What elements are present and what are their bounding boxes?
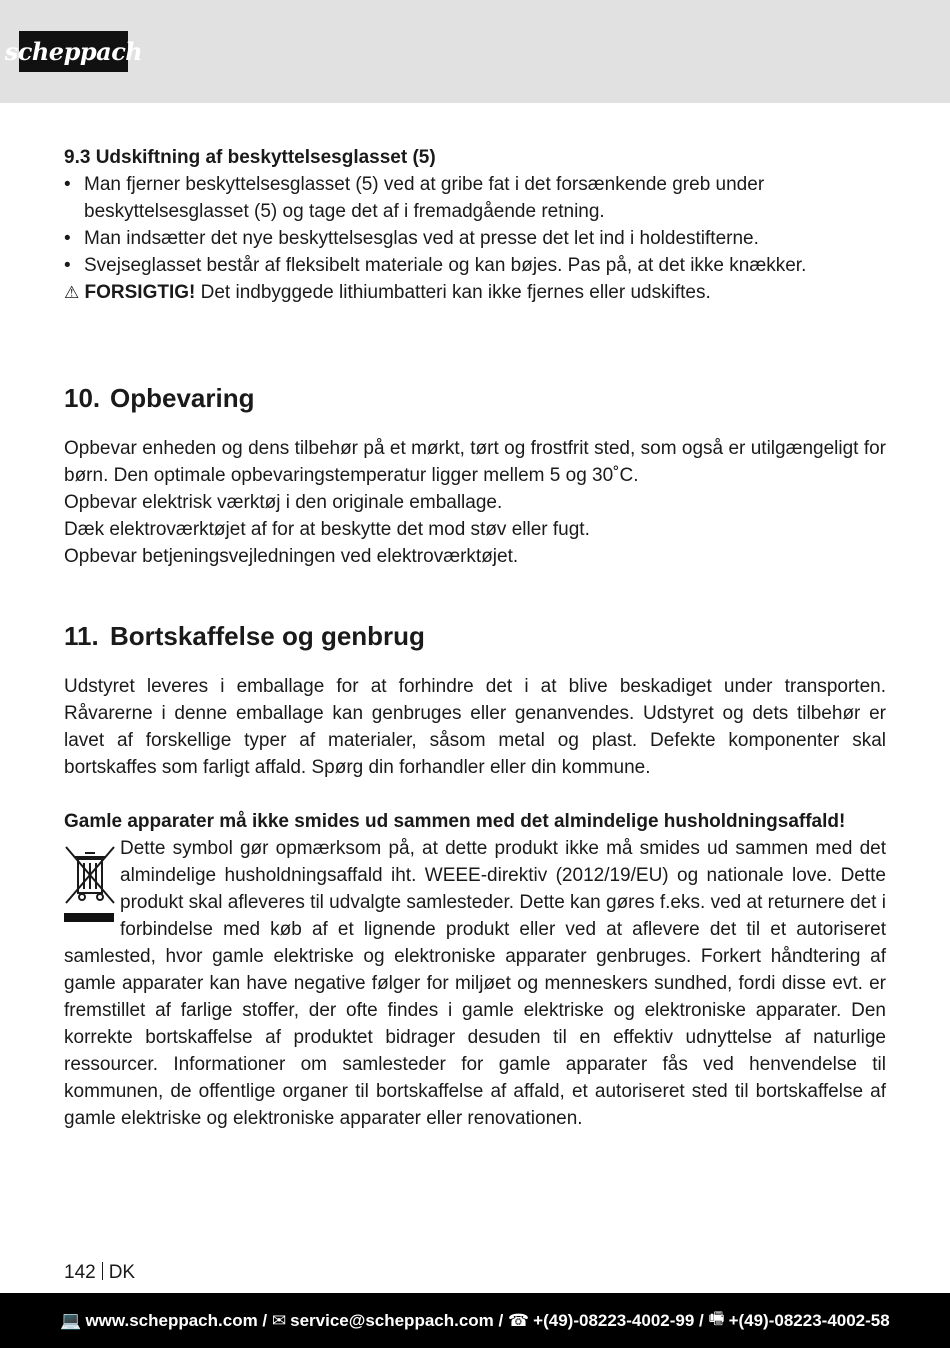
section-10-heading	[64, 382, 886, 414]
section-11-number: 11.	[64, 621, 99, 651]
weee-block	[64, 835, 886, 1132]
list-item	[64, 171, 886, 225]
footer-phone: +(49)-08223-4002-99	[533, 1310, 695, 1330]
page-language: DK	[108, 1262, 136, 1283]
warning-triangle-icon: ⚠	[64, 283, 80, 302]
section-9-3-title: 9.3 Udskiftning af beskyttelsesglasset (5)	[64, 147, 436, 168]
list-item	[64, 225, 886, 252]
bullet-icon: •	[64, 255, 71, 276]
weee-text: Dette symbol gør opmærksom på, at dette produkt ikke må smides ud sammen med det almindelige husholdningsaffald iht. WEEE-direktiv (2012/19/EU) og nationale love. Dette produkt skal afleveres til udvalgte samlesteder. Dette kan gøres f.eks. ved at returnere det i forbindelse med køb af et lignende produkt eller ved at aflevere det til et autoriseret samlested, hvor gamle elektriske og elektroniske apparater genbruges. Forkert håndtering af gamle apparater kan have negative følger for miljøet og menneskers sundhed, fordi disse evt. er fremstillet af farlige stoffer, der ofte findes i gamle elektriske og elektroniske apparater. Den korrekte bortskaffelse af produktet bidrager desuden til en effektiv udnyttelse af naturlige ressourcer. Informationer om samlesteder for gamle apparater fås ved henvendelse til kommunen, de offentlige organer til bortskaffelse af affald, et autoriseret sted til bortskaffelse af gamle elektriske og elektroniske apparater eller renovationen.	[64, 838, 886, 1129]
list-item-text: Man indsætter det nye beskyttelsesglas ved at presse det let ind i holdestifterne.	[84, 228, 759, 249]
footer-separator: /	[694, 1310, 709, 1330]
phone-icon: ☎	[507, 1310, 530, 1330]
footer-email[interactable]: service@scheppach.com	[290, 1310, 494, 1330]
section-11-heading	[64, 620, 886, 652]
list-item-text: Man fjerner beskyttelsesglasset (5) ved at gribe fat i det forsænkende greb under beskyttelsesglasset (5) og tage det af i fremadgående retning.	[84, 174, 765, 222]
footer-separator: /	[257, 1310, 272, 1330]
page-number-separator	[102, 1262, 103, 1280]
page-number	[64, 1261, 135, 1285]
section-9-3-bullets	[64, 171, 886, 279]
footer-website[interactable]: www.scheppach.com	[85, 1310, 258, 1330]
section-10-paragraph: Opbevar enheden og dens tilbehør på et mørkt, tørt og frostfrit sted, som også er utilgængeligt for børn. Den optimale opbevaringstemperatur ligger mellem 5 og 30˚C.	[64, 438, 886, 486]
scheppach-logo: scheppach	[19, 31, 128, 72]
footer-separator: /	[493, 1310, 508, 1330]
section-11-title: Bortskaffelse og genbrug	[110, 621, 425, 651]
list-item-text: Svejseglasset består af fleksibelt materiale og kan bøjes. Pas på, at det ikke knækker.	[84, 255, 807, 276]
old-appliances-warning: Gamle apparater må ikke smides ud sammen med det almindelige husholdningsaffald!	[64, 811, 846, 832]
computer-icon: 💻	[60, 1310, 82, 1330]
bullet-icon: •	[64, 228, 71, 249]
caution-note	[64, 279, 886, 306]
list-item	[64, 252, 886, 279]
envelope-icon: ✉	[271, 1310, 287, 1330]
contact-footer	[0, 1293, 950, 1348]
section-11-paragraph: Udstyret leveres i emballage for at forhindre det i at blive beskadiget under transporten. Råvarerne i denne emballage kan genbruges eller genanvendes. Udstyret og dets tilbehør er lavet af forskellige typer af materialer, såsom metal og plast. Defekte komponenter skal bortskaffes som farligt affald. Spørg din forhandler eller din kommune.	[64, 676, 886, 778]
section-10-number: 10.	[64, 383, 101, 413]
caution-label: FORSIGTIG!	[84, 282, 196, 303]
bullet-icon: •	[64, 174, 71, 195]
caution-text: Det indbyggede lithiumbatteri kan ikke fjernes eller udskiftes.	[195, 282, 711, 303]
crossed-out-wheelie-bin-icon	[64, 843, 116, 929]
section-10-line: Dæk elektroværktøjet af for at beskytte det mod støv eller fugt.	[64, 519, 590, 540]
page-number-value: 142	[64, 1262, 96, 1283]
fax-icon: 🖷	[708, 1309, 725, 1328]
footer-fax: +(49)-08223-4002-58	[728, 1310, 890, 1330]
page-content	[64, 144, 886, 1132]
section-10-line: Opbevar betjeningsvejledningen ved elektroværktøjet.	[64, 546, 519, 567]
section-10-title: Opbevaring	[110, 383, 255, 413]
section-10-line: Opbevar elektrisk værktøj i den originale emballage.	[64, 492, 503, 513]
page-header	[0, 0, 950, 103]
